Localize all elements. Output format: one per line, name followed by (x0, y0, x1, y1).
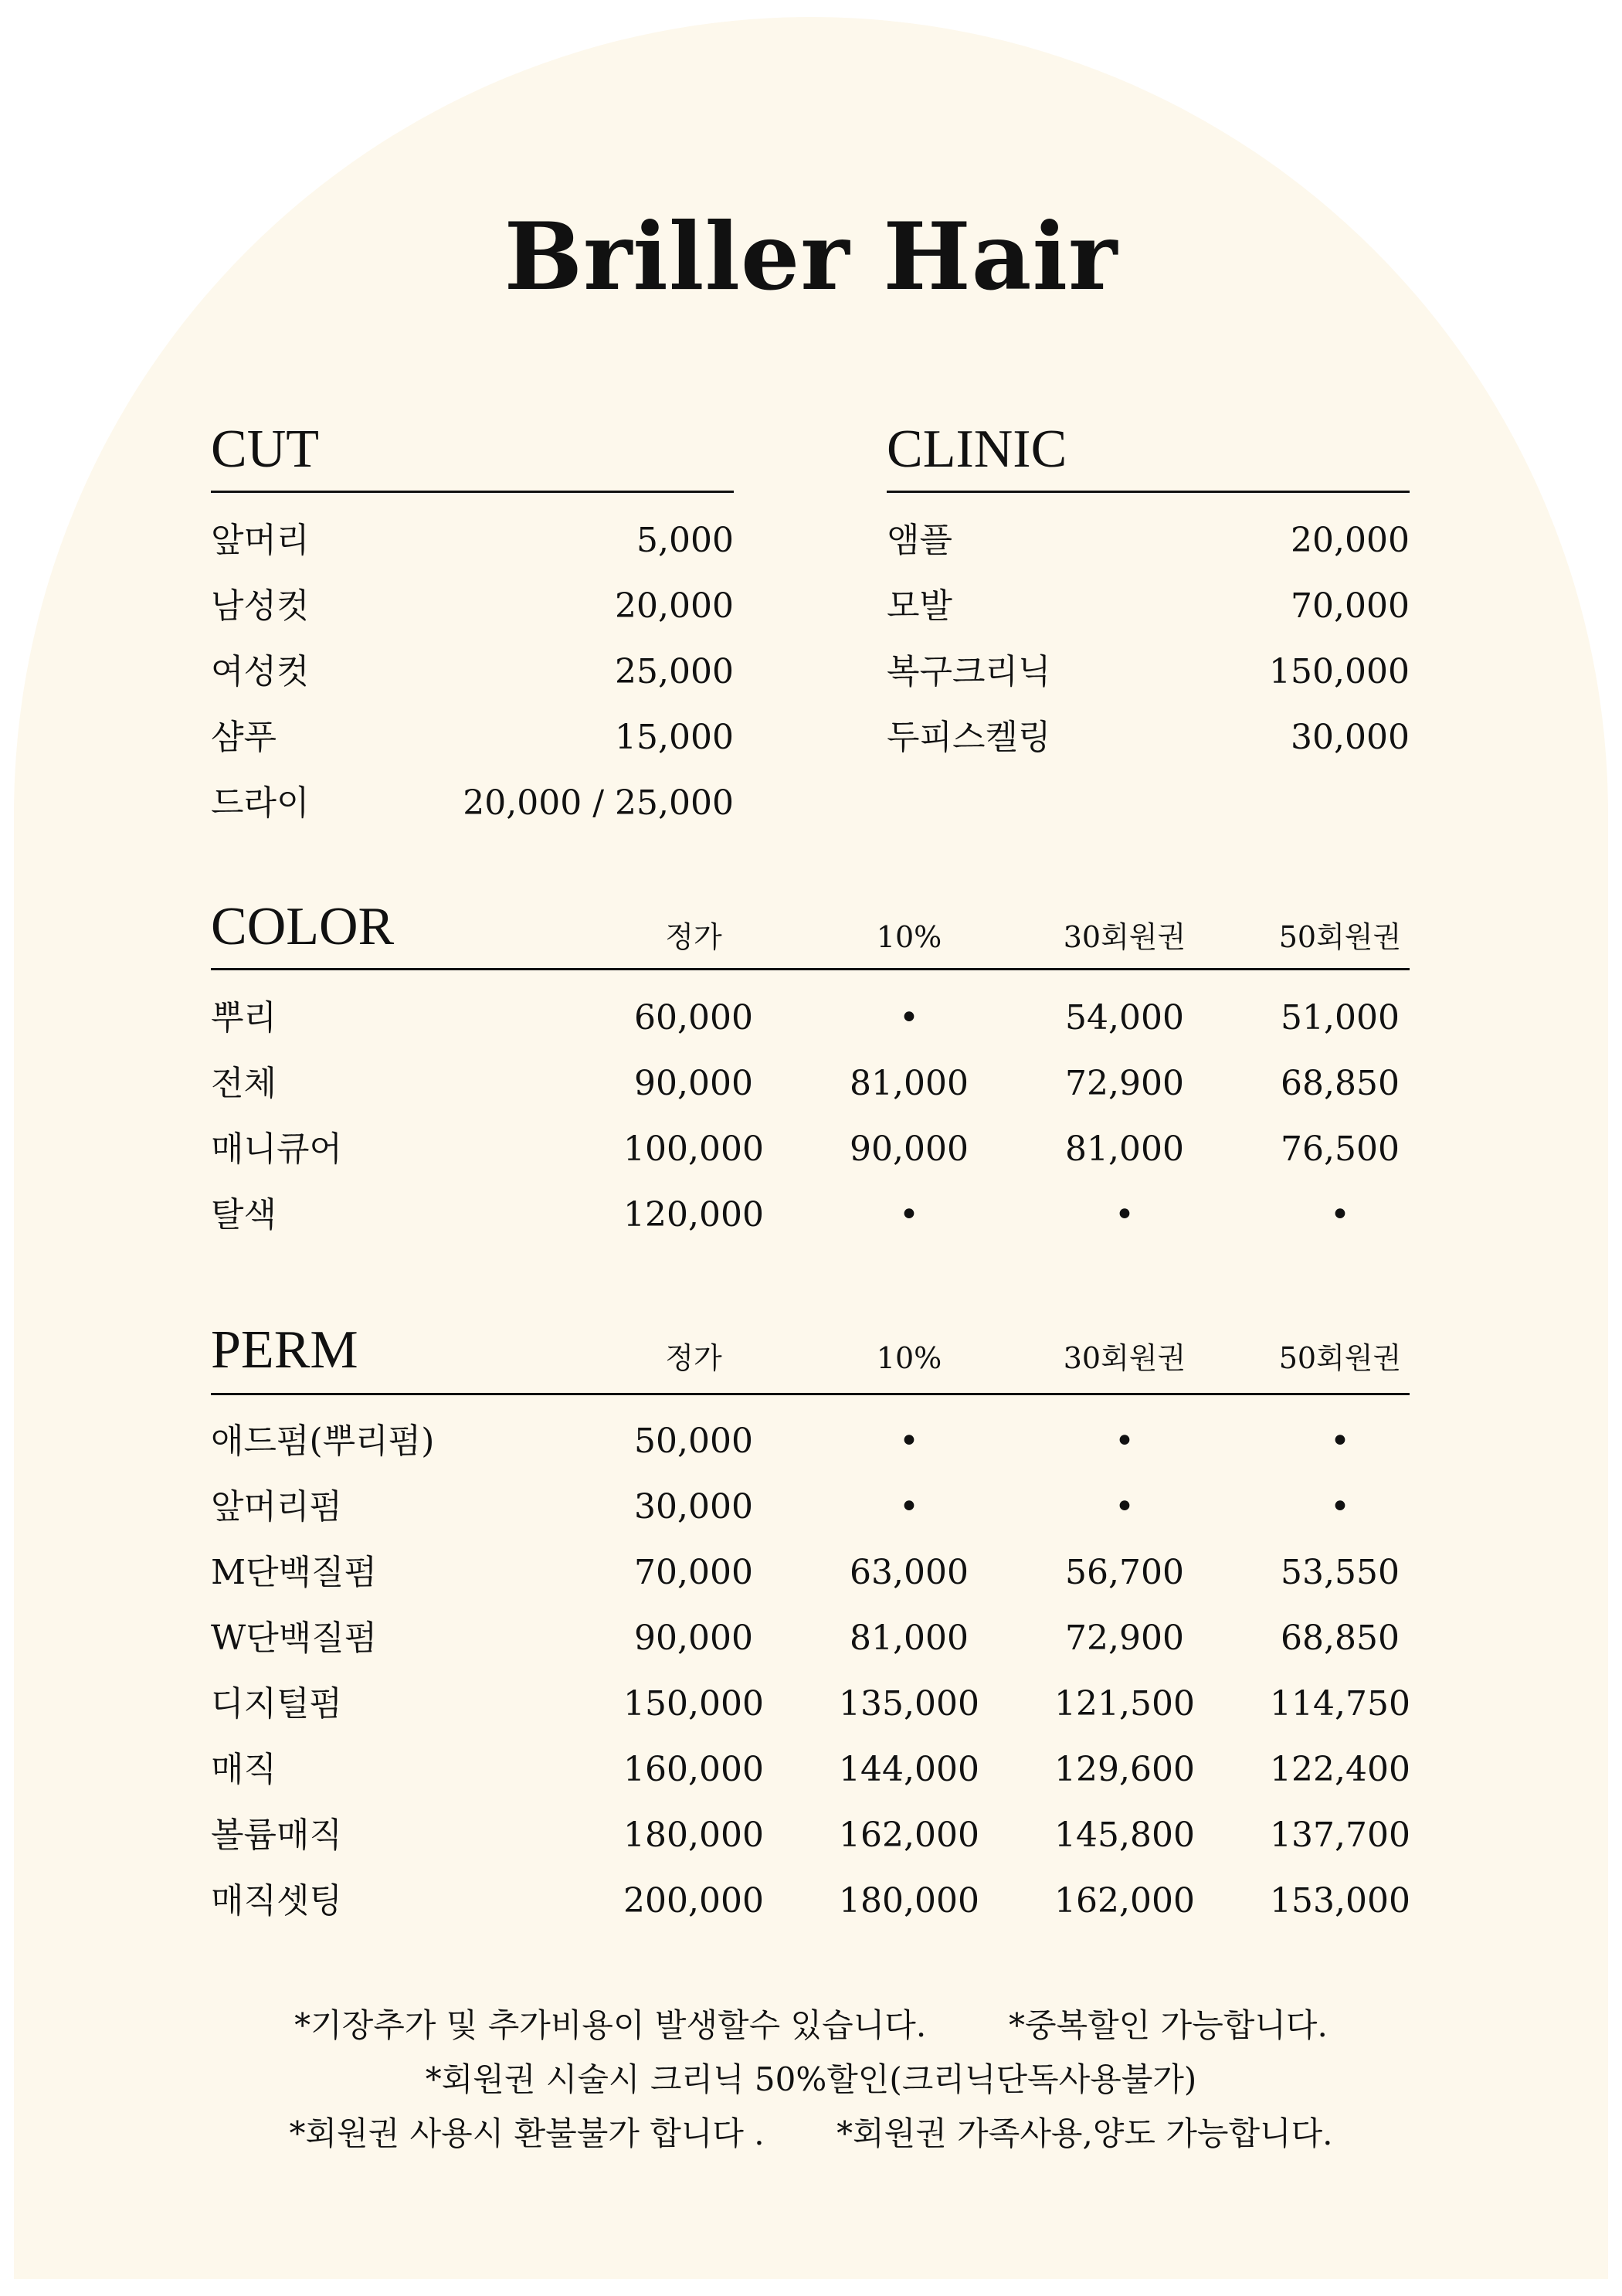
color-divider (211, 968, 1410, 970)
color-row-name: 뿌리 (211, 998, 277, 1038)
color-row-value: 54,000 (1065, 998, 1184, 1038)
cut-section-title: CUT (211, 419, 319, 479)
perm-row-value: 129,600 (1054, 1750, 1195, 1789)
perm-row-name: 매직셋팅 (211, 1881, 343, 1921)
color-row-value: • (899, 998, 919, 1038)
perm-row-name: M단백질펌 (211, 1553, 378, 1592)
page-title: Briller Hair (504, 202, 1118, 311)
color-row-value: • (899, 1195, 919, 1235)
perm-row-value: 150,000 (623, 1684, 764, 1724)
note-line-2: *회원권 시술시 크리닉 50%할인(크리닉단독사용불가) (425, 2060, 1197, 2098)
clinic-item-name: 모발 (887, 586, 953, 626)
color-row-value: 81,000 (850, 1064, 969, 1103)
clinic-item-price: 20,000 (1291, 521, 1410, 560)
note-line-3: *회원권 사용시 환불불가 합니다 . *회원권 가족사용,양도 가능합니다. (289, 2114, 1333, 2152)
cut-item-price: 20,000 (615, 586, 734, 626)
clinic-item-name: 복구크리닉 (887, 652, 1051, 691)
perm-row-value: 81,000 (850, 1618, 969, 1658)
color-section-title: COLOR (211, 897, 395, 956)
cut-item-name: 샴푸 (211, 718, 277, 757)
perm-row-value: • (1115, 1421, 1135, 1461)
perm-row-value: 68,850 (1281, 1618, 1400, 1658)
perm-column-header: 30회원권 (1063, 1341, 1186, 1375)
cut-item-name: 남성컷 (211, 586, 310, 626)
note-line-1: *기장추가 및 추가비용이 발생할수 있습니다. *중복할인 가능합니다. (294, 2006, 1328, 2044)
clinic-item-price: 150,000 (1269, 652, 1410, 691)
perm-row-value: • (1115, 1487, 1135, 1527)
cut-item-price: 20,000 / 25,000 (463, 783, 734, 823)
color-row-value: 72,900 (1065, 1064, 1184, 1103)
perm-row-value: 180,000 (623, 1815, 764, 1855)
perm-row-value: 53,550 (1281, 1553, 1400, 1592)
color-row-value: 81,000 (1065, 1129, 1184, 1169)
clinic-item-price: 70,000 (1291, 586, 1410, 626)
perm-row-value: • (899, 1421, 919, 1461)
color-row-value: 76,500 (1281, 1129, 1400, 1169)
perm-row-value: 72,900 (1065, 1618, 1184, 1658)
perm-row-value: 56,700 (1065, 1553, 1184, 1592)
cut-item-price: 5,000 (636, 521, 734, 560)
color-column-header: 정가 (665, 920, 722, 954)
color-row-value: 68,850 (1281, 1064, 1400, 1103)
perm-row-value: • (1330, 1487, 1350, 1527)
perm-column-header: 정가 (665, 1341, 722, 1375)
perm-row-value: 114,750 (1270, 1684, 1410, 1724)
perm-divider (211, 1393, 1410, 1395)
cut-divider (211, 491, 734, 493)
color-row-value: 60,000 (634, 998, 753, 1038)
color-row-name: 탈색 (211, 1195, 277, 1235)
perm-column-header: 10% (876, 1341, 942, 1375)
clinic-item-name: 앰플 (887, 521, 953, 560)
color-row-value: • (1330, 1195, 1350, 1235)
color-column-header: 30회원권 (1063, 920, 1186, 954)
color-column-header: 10% (876, 920, 942, 954)
color-row-value: 90,000 (634, 1064, 753, 1103)
perm-row-value: 121,500 (1054, 1684, 1195, 1724)
cut-item-price: 25,000 (615, 652, 734, 691)
perm-row-value: 162,000 (1054, 1881, 1195, 1921)
perm-row-value: • (1330, 1421, 1350, 1461)
clinic-item-name: 두피스켈링 (887, 718, 1051, 757)
perm-row-name: 볼륨매직 (211, 1815, 343, 1855)
perm-row-value: 122,400 (1270, 1750, 1410, 1789)
perm-row-value: 144,000 (839, 1750, 979, 1789)
perm-row-value: 70,000 (634, 1553, 753, 1592)
perm-row-value: 153,000 (1270, 1881, 1410, 1921)
color-row-value: 90,000 (850, 1129, 969, 1169)
perm-row-value: 90,000 (634, 1618, 753, 1658)
perm-row-value: 30,000 (634, 1487, 753, 1527)
perm-row-name: 매직 (211, 1750, 277, 1789)
perm-row-name: 디지털펌 (211, 1684, 343, 1724)
color-row-value: • (1115, 1195, 1135, 1235)
perm-row-value: 145,800 (1054, 1815, 1195, 1855)
clinic-section-title: CLINIC (887, 419, 1067, 479)
color-row-value: 120,000 (623, 1195, 764, 1235)
perm-row-name: 앞머리펌 (211, 1487, 343, 1527)
perm-row-value: 200,000 (623, 1881, 764, 1921)
cut-item-name: 여성컷 (211, 652, 310, 691)
cut-item-price: 15,000 (615, 718, 734, 757)
cut-item-name: 드라이 (211, 783, 310, 823)
clinic-item-price: 30,000 (1291, 718, 1410, 757)
perm-row-name: W단백질펌 (211, 1618, 378, 1658)
perm-column-header: 50회원권 (1278, 1341, 1402, 1375)
perm-row-value: 160,000 (623, 1750, 764, 1789)
perm-section-title: PERM (211, 1320, 358, 1380)
cut-item-name: 앞머리 (211, 521, 310, 560)
perm-row-value: 135,000 (839, 1684, 979, 1724)
perm-row-value: 50,000 (634, 1421, 753, 1461)
clinic-divider (887, 491, 1410, 493)
perm-row-name: 애드펌(뿌리펌) (211, 1421, 435, 1461)
color-row-value: 100,000 (623, 1129, 764, 1169)
color-row-value: 51,000 (1281, 998, 1400, 1038)
perm-row-value: 63,000 (850, 1553, 969, 1592)
perm-row-value: 180,000 (839, 1881, 979, 1921)
color-row-name: 매니큐어 (211, 1129, 343, 1169)
perm-row-value: 162,000 (839, 1815, 979, 1855)
perm-row-value: 137,700 (1270, 1815, 1410, 1855)
color-row-name: 전체 (211, 1064, 277, 1103)
color-column-header: 50회원권 (1278, 920, 1402, 954)
perm-row-value: • (899, 1487, 919, 1527)
